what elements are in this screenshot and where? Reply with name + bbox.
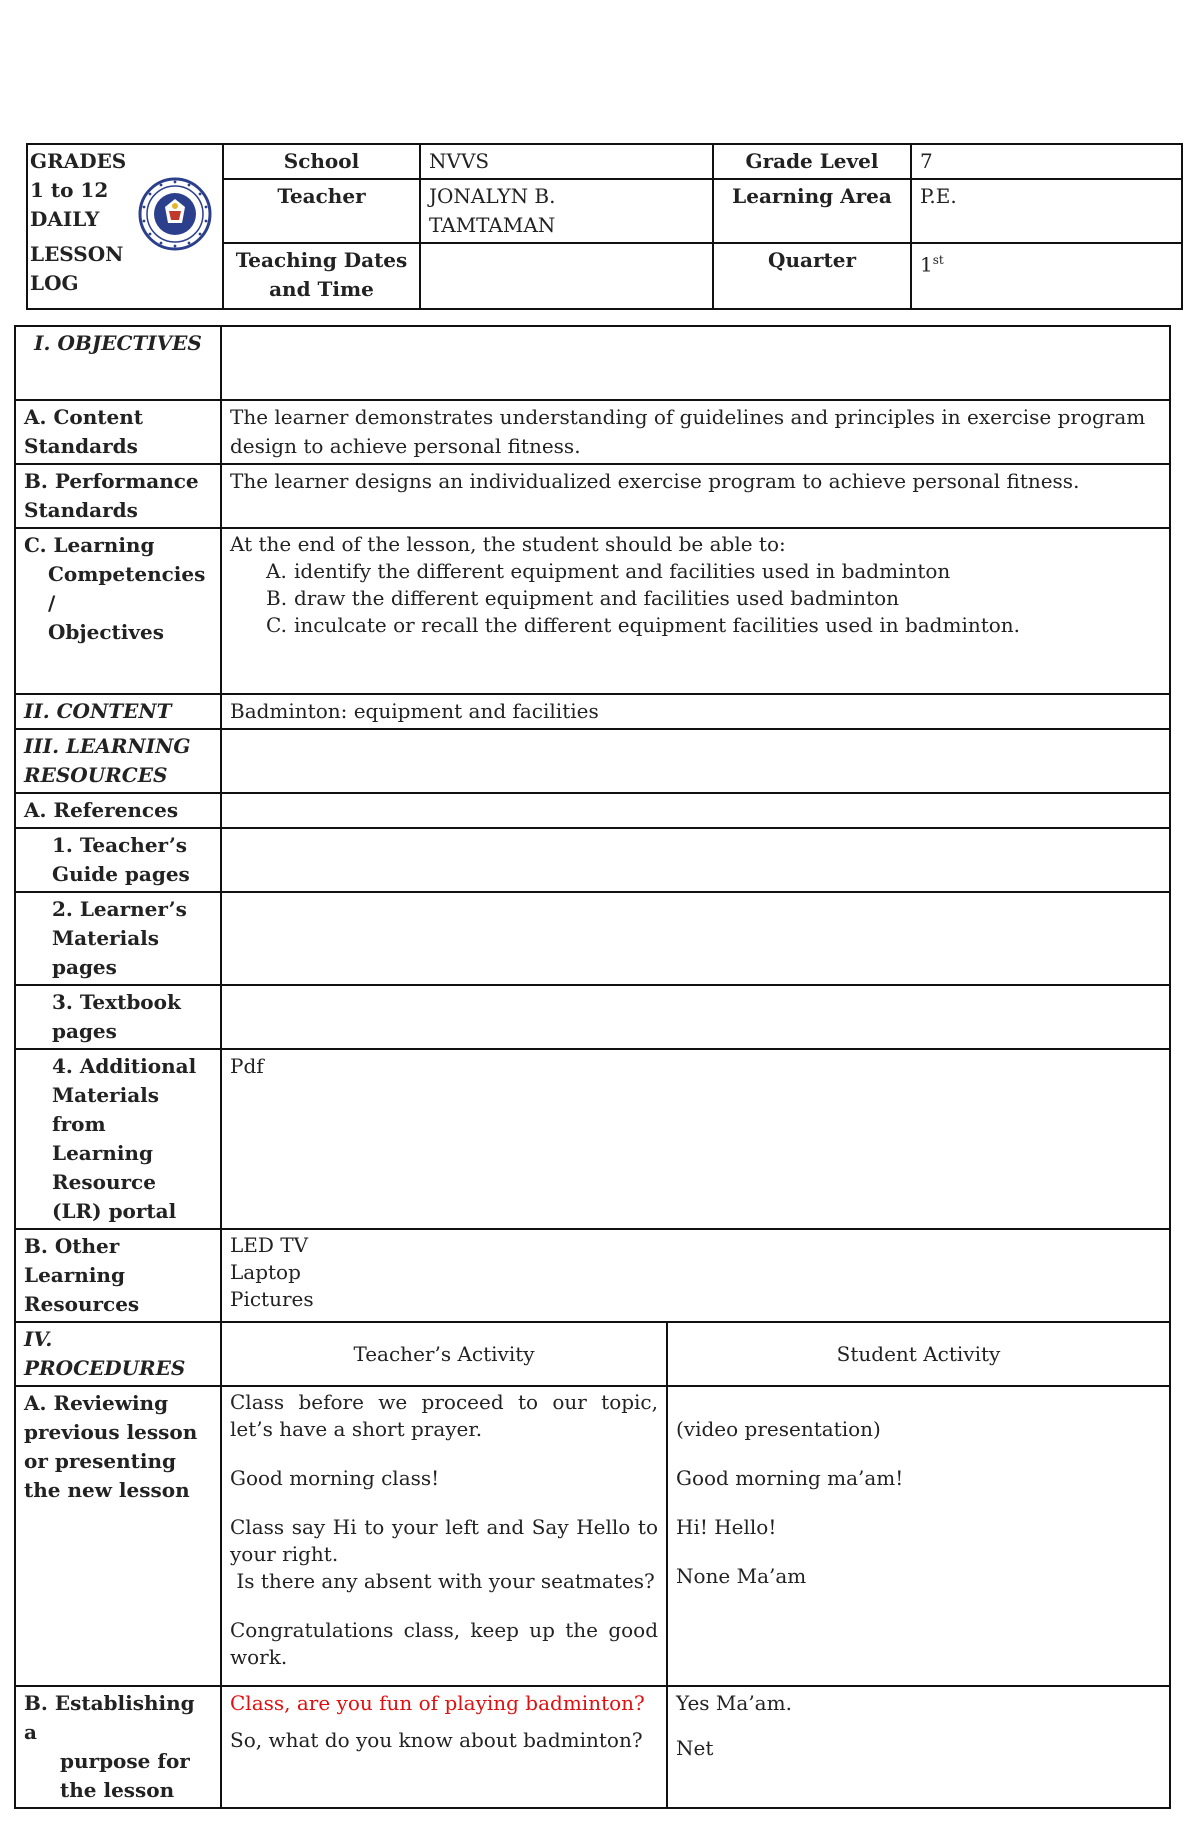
reviewing-student-activity [667,1386,1170,1686]
title-line: 1 to 12 [30,178,109,202]
teacher-line: So, what do you know about badminton? [230,1728,643,1752]
teachers-guide-label: 1. Teacher’s Guide pages [15,828,221,892]
title-line: DAILY [30,207,100,231]
references-label: A. References [15,793,221,828]
competency-item [266,558,1161,585]
competency-item [266,612,1161,639]
competency-letter: B. [266,586,288,610]
teacher-name-line: TAMTAMAN [429,213,556,237]
grade-level-label: Grade Level [713,144,911,179]
deped-seal-logo [138,177,212,251]
performance-standards-value: The learner designs an individualized exercise program to achieve personal fitness. [221,464,1170,528]
reviewing-label: A. Reviewing previous lesson or presenting the new lesson [15,1386,221,1686]
student-line: Yes Ma’am. [676,1691,792,1715]
resource-item: LED TV [230,1233,309,1257]
grade-level-value: 7 [911,144,1182,179]
teacher-activity-header: Teacher’s Activity [221,1322,667,1386]
title-line: GRADES [30,149,127,173]
learning-area-value: P.E. [911,179,1182,243]
teaching-dates-line: Teaching Dates [235,248,408,272]
competencies-label-line: Objectives [48,620,164,644]
purpose-label-line: the lesson [60,1778,175,1802]
quarter-suffix: st [932,253,944,267]
teaching-dates-value [420,243,713,309]
learning-area-label: Learning Area [713,179,911,243]
competency-text: draw the different equipment and facilities used badminton [294,586,900,610]
teacher-label: Teacher [223,179,420,243]
learners-materials-value [221,892,1170,985]
objectives-heading: I. OBJECTIVES [15,326,221,400]
teachers-guide-value [221,828,1170,892]
procedures-heading: IV. PROCEDURES [15,1322,221,1386]
competency-letter: C. [266,613,287,637]
student-line: Hi! Hello! [676,1515,777,1539]
title-line: LOG [30,271,79,295]
competency-item [266,585,1161,612]
competencies-label-line: Competencies / [48,562,206,615]
school-value: NVVS [420,144,713,179]
title-line: LESSON [30,242,124,266]
teacher-name-line: JONALYN B. [429,184,556,208]
school-label: School [223,144,420,179]
references-value [221,793,1170,828]
content-heading: II. CONTENT [15,694,221,729]
content-value: Badminton: equipment and facilities [221,694,1170,729]
other-resources-label: B. Other Learning Resources [15,1229,221,1322]
additional-materials-value: Pdf [221,1049,1170,1229]
teacher-line: Is there any absent with your seatmates? [230,1569,655,1593]
competency-letter: A. [266,559,287,583]
competency-text: inculcate or recall the different equipment facilities used in badminton. [294,613,1021,637]
purpose-label-line: purpose for [60,1749,190,1773]
teaching-dates-line: and Time [269,277,374,301]
lesson-table [14,325,1171,1809]
other-resources-value [221,1229,1170,1322]
teaching-dates-label [223,243,420,309]
performance-standards-label: B. Performance Standards [15,464,221,528]
additional-materials-label: 4. Additional Materials from Learning Resource (LR) portal [15,1049,221,1229]
teacher-line: Class before we proceed to our topic, let’s have a short prayer. [230,1390,658,1441]
learners-materials-label: 2. Learner’s Materials pages [15,892,221,985]
competencies-list [230,558,1161,639]
teacher-line: Congratulations class, keep up the good work. [230,1618,658,1669]
objectives-empty-cell [221,326,1170,400]
quarter-value [911,243,1182,309]
textbook-value [221,985,1170,1049]
student-line: Good morning ma’am! [676,1466,904,1490]
purpose-label-line: B. Establishing a [24,1691,195,1744]
textbook-label: 3. Textbook pages [15,985,221,1049]
teacher-line: Class say Hi to your left and Say Hello to your right. [230,1515,658,1566]
purpose-teacher-activity [221,1686,667,1808]
student-line: (video presentation) [676,1417,881,1441]
competencies-value [221,528,1170,694]
resource-item: Laptop [230,1260,301,1284]
resources-heading: III. LEARNING RESOURCES [15,729,221,793]
purpose-student-activity [667,1686,1170,1808]
teacher-value [420,179,713,243]
reviewing-teacher-activity [221,1386,667,1686]
resource-item: Pictures [230,1287,314,1311]
competency-text: identify the different equipment and facilities used in badminton [294,559,951,583]
dll-title [27,144,223,309]
student-line: None Ma’am [676,1564,807,1588]
resources-empty-cell [221,729,1170,793]
quarter-label: Quarter [713,243,911,309]
content-standards-value: The learner demonstrates understanding of guidelines and principles in exercise program design to achieve personal fitness. [221,400,1170,464]
competencies-label [15,528,221,694]
quarter-number: 1 [920,252,933,277]
purpose-label [15,1686,221,1808]
highlighted-question: Class, are you fun of playing badminton? [230,1691,645,1715]
competencies-label-line: C. Learning [24,533,155,557]
student-activity-header: Student Activity [667,1322,1170,1386]
student-line: Net [676,1736,714,1760]
content-standards-label: A. Content Standards [15,400,221,464]
competencies-intro: At the end of the lesson, the student should be able to: [230,532,786,556]
teacher-line: Good morning class! [230,1466,440,1490]
header-table [26,143,1183,310]
